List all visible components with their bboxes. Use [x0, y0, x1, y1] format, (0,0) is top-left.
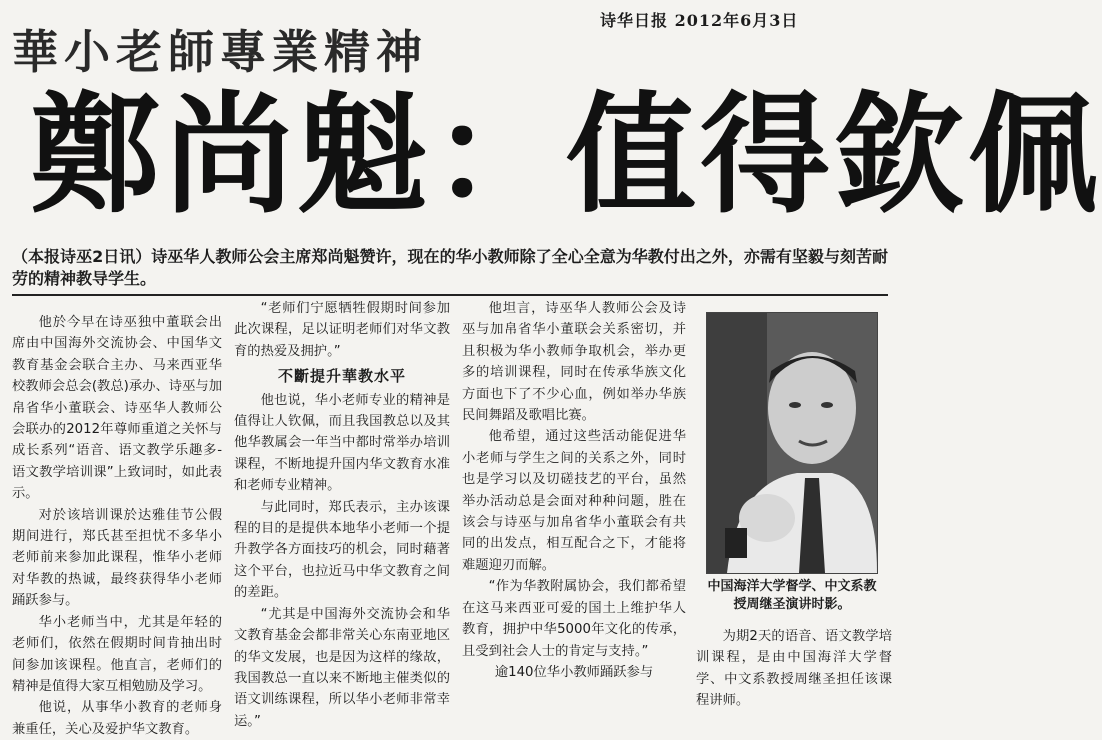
paragraph: “老师们宁愿牺牲假期时间参加此次课程，足以证明老师们对华文教育的热爱及拥护。” — [234, 301, 450, 359]
article-headline: 鄭尚魁：值得欽佩 — [30, 79, 1102, 231]
speaker-portrait-image — [707, 313, 877, 573]
article-column-2 — [234, 298, 450, 732]
article-kicker: 華小老師專業精神 — [12, 25, 428, 79]
paragraph: 他於今早在诗巫独中董联会出席由中国海外交流协会、中国华文教育基金会联合主办、马来西亚华校教师会总会(教总)承办、诗巫与加帛省华小董联会、诗巫华人教师公会联办的2012年尊师重道之关怀与成长系列“语音、语文教学乐趣多-语文教学培训课”上致词时，如此表示。 — [12, 315, 222, 502]
paragraph: 他也说，华小老师专业的精神是值得让人钦佩，而且我国教总以及其他华教属会一年当中都时常举办培训课程，不断地提升国内华文教育水准和老师专业精神。 — [234, 392, 450, 494]
article-lead: （本报诗巫2日讯）诗巫华人教师公会主席郑尚魁赞许，现在的华小教师除了全心全意为华教付出之外，亦需有坚毅与刻苦耐劳的精神教导学生。 — [12, 246, 888, 296]
newspaper-source-date: 诗华日报 2012年6月3日 — [600, 11, 799, 30]
photo-sidebar-text — [696, 626, 892, 712]
section-subhead: 不斷提升華教水平 — [277, 367, 406, 386]
paragraph: 逾140位华小教师踊跃参与 — [494, 664, 654, 680]
article-column-1 — [12, 312, 222, 740]
photo-caption: 中国海洋大学督学、中文系教授周继圣演讲时影。 — [707, 579, 877, 612]
speaker-photo — [706, 312, 878, 574]
paragraph: 对於该培训课於达雅佳节公假期间进行，郑氏甚至担忧不多华小老师前来参加此课程，惟华小老师对华教的热诚，最终获得华小老师踊跃参与。 — [12, 507, 222, 609]
paragraph: “作为华教附属协会，我们都希望在这马来西亚可爱的国土上维护华人教育，拥护中华5000年文化的传承，且受到社会人士的肯定与支持。” — [462, 579, 686, 659]
article-column-3 — [462, 298, 686, 683]
paragraph: 他说，从事华小教育的老师身兼重任，关心及爱护华文教育。 — [12, 700, 222, 737]
paragraph: 为期2天的语音、语文教学培训课程，是由中国海洋大学督学、中文系教授周继圣担任该课程讲师。 — [696, 629, 892, 709]
paragraph: 他坦言，诗巫华人教师公会及诗巫与加帛省华小董联会关系密切，并且积极为华小教师争取机会，举办更多的培训课程，同时在传承华族文化方面也下了不少心血，例如举办华族民间舞蹈及歌唱比赛。 — [462, 301, 686, 424]
paragraph: 与此同时，郑氏表示，主办该课程的目的是提供本地华小老师一个提升教学各方面技巧的机会，同时藉著这个平台，也拉近马中华文教育之间的差距。 — [234, 499, 450, 601]
paragraph: “尤其是中国海外交流协会和华文教育基金会都非常关心东南亚地区的华文发展，也是因为这样的缘故，我国教总一直以来不断地主催类似的语文训练课程，所以华小老师非常幸运。” — [234, 606, 450, 729]
paragraph: 华小老师当中，尤其是年轻的老师们，依然在假期时间肯抽出时间参加该课程。他直言，老师们的精神是值得大家互相勉励及学习。 — [12, 614, 222, 694]
paragraph: 他希望，通过这些活动能促进华小老师与学生之间的关系之外，同时也是学习以及切磋技艺的平台，虽然举办活动总是会面对种种问题，胜在该会与诗巫与加帛省华小董联会有共同的出发点，相互配合之下，才能将难题迎刃而解。 — [462, 429, 686, 573]
